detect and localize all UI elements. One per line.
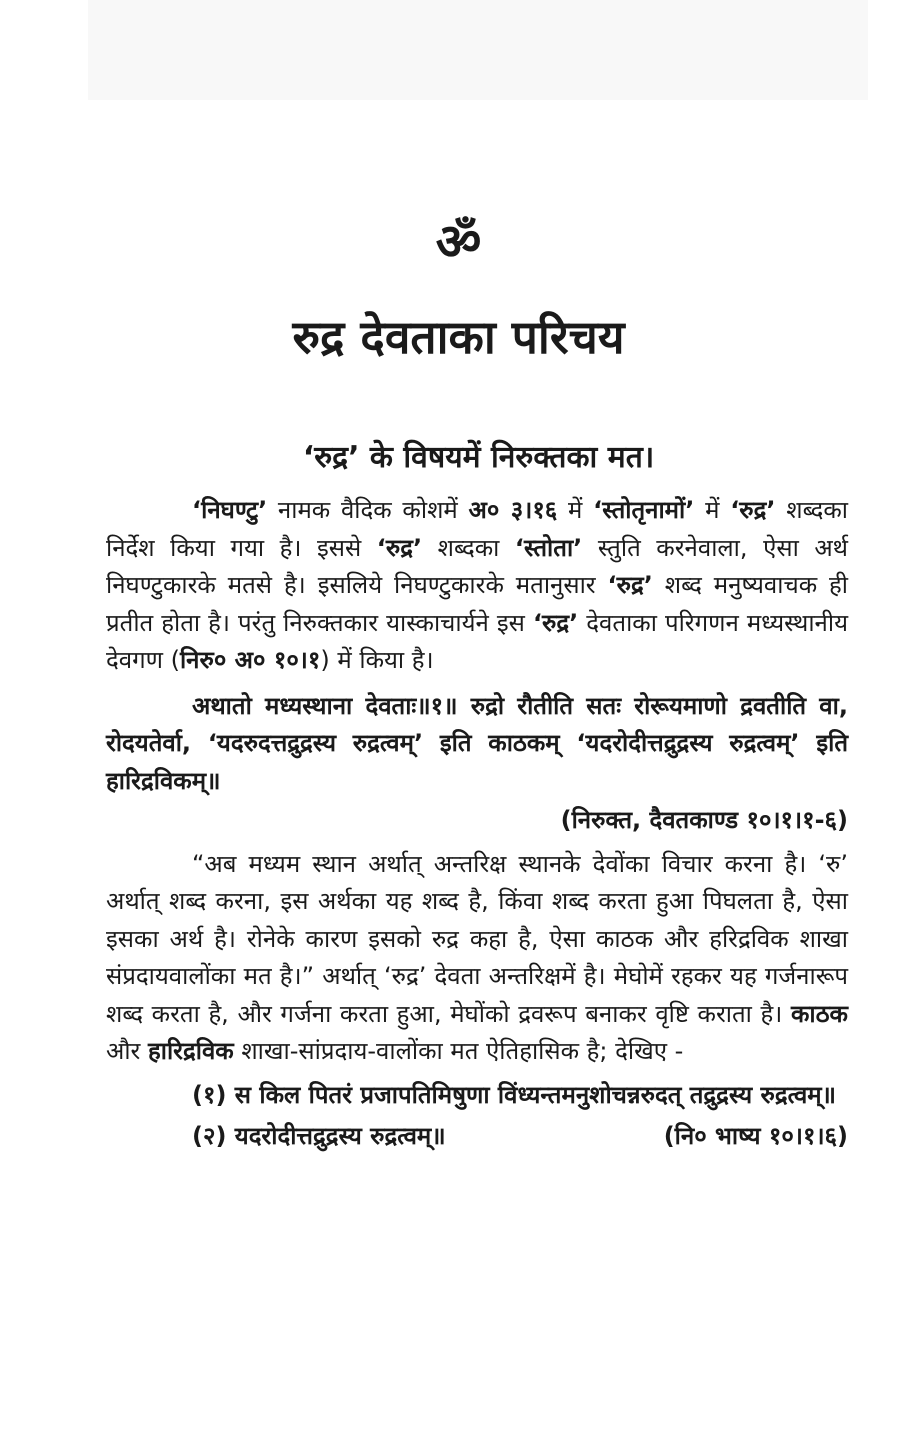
text-bold: अ० ३।१६ (468, 496, 558, 524)
page-title: रुद्र देवताका परिचय (292, 310, 625, 364)
paragraph-translation (106, 846, 848, 1071)
quote-item-2-text: (२) यदरोदीत्तद्रुद्रस्य रुद्रत्वम्॥ (192, 1122, 446, 1150)
text: “अब मध्यम स्थान अर्थात् अन्तरिक्ष स्थानके देवोंका विचार करना है। ‘रु’ अर्थात् शब्द करना, इस अर्थका यह शब्द है, किंवा शब्द करता हुआ पिघलता है, ऐसा इसका अर्थ है। रोनेके कारण इसको रुद्र कहा है, ऐसा काठक और हरिद्रविक शाखा संप्रदायवालोंका मत है।” अर्थात् ‘रुद्र’ देवता अन्तरिक्षमें है। मेघोमें रहकर यह गर्जनारूप शब्द करता है, और गर्जना करता हुआ, मेघोंको द्रवरूप बनाकर वृष्टि कराता है। (106, 849, 848, 1028)
text-bold: काठक (790, 999, 848, 1028)
paragraph-nighantu (106, 492, 848, 680)
quote-item-2 (106, 1118, 848, 1156)
quote-item-1: (१) स किल पितरं प्रजापतिमिषुणा विंध्यन्तमनुशोचन्नरुदत् तद्रुद्रस्य रुद्रत्वम्॥ (192, 1080, 837, 1109)
text-bold: ‘रुद्र’ (532, 608, 579, 637)
text-bold: ‘स्तोता’ (514, 533, 583, 562)
nirukta-shloka: अथातो मध्यस्थाना देवताः॥१॥ रुद्रो रौतीति सतः रोरूयमाणो द्रवतीति वा, रोदयतेर्वा, ‘यदरुदत्तद्रुद्रस्य रुद्रत्वम्’ इति काठकम् ‘यदरोदीत्तद्रुद्रस्य रुद्रत्वम्’ इति हारिद्रविकम्॥ (106, 691, 848, 795)
text: शब्द मनुष्यवाचक ही प्रतीत होता है। परंतु निरुक्तकार यास्काचार्यने इस (106, 571, 849, 637)
shloka-reference: (निरुक्त, दैवतकाण्ड १०।१।१-६) (560, 806, 848, 834)
text: देवताका परिगणन मध्यस्थानीय देवगण ( (106, 608, 848, 674)
text-bold: ‘रुद्र’ (730, 496, 776, 524)
text-bold: ‘रुद्र’ (607, 571, 653, 599)
text: शब्दका निर्देश किया गया है। इससे (106, 496, 848, 562)
text: शब्दका (422, 533, 515, 562)
text-bold: ‘रुद्र’ (376, 533, 423, 562)
body-text (106, 492, 848, 1156)
text-bold: ‘स्तोतृनामों’ (593, 496, 695, 524)
text-bold: ‘निघण्टु’ (192, 496, 268, 524)
section-heading: ‘रुद्र’ के विषयमें निरुक्तका मत। (302, 440, 655, 475)
text: ) में किया है। (320, 646, 434, 674)
text-bold: हारिद्रविक (148, 1037, 234, 1065)
text: में (694, 496, 731, 524)
top-shade (88, 0, 868, 100)
text: और (106, 1037, 148, 1065)
om-symbol: ॐ (435, 213, 482, 271)
text: स्तुति करनेवाला, ऐसा अर्थ निघण्टुकारके मतसे है। इसलिये निघण्टुकारके मतानुसार (106, 533, 848, 599)
text-bold: निरु० अ० १०।१ (179, 646, 321, 674)
text: शाखा-सांप्रदाय-वालोंका मत ऐतिहासिक है; देखिए - (233, 1037, 684, 1065)
text: में (557, 496, 594, 524)
text: नामक वैदिक कोशमें (267, 496, 469, 524)
quote-item-2-reference: (नि० भाष्य १०।१।६) (663, 1122, 848, 1150)
